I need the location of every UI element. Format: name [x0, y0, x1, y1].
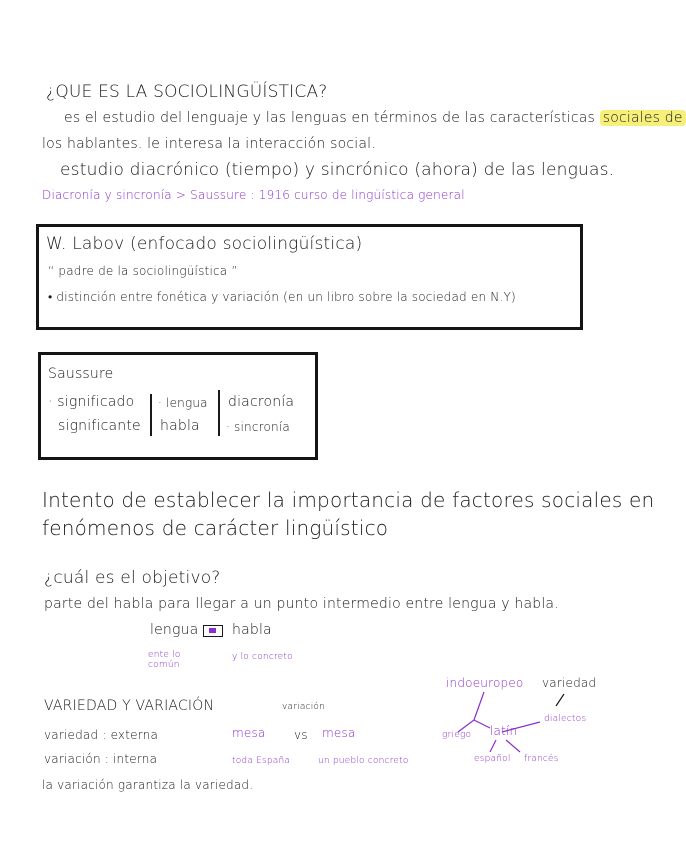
variacion-label: variación: [282, 702, 326, 712]
tree-dialectos: dialectos: [544, 714, 587, 724]
tree-espanol: español: [474, 754, 511, 764]
saussure-col3-row2: · sincronía: [226, 420, 290, 434]
word-mesa-1: mesa: [232, 726, 266, 740]
variacion-interna: variación : interna: [44, 752, 158, 766]
saussure-col2-row1: · lengua: [158, 396, 208, 410]
page-title: ¿QUE ES LA SOCIOLINGÜÍSTICA?: [46, 82, 328, 102]
labov-title: W. Labov (enfocado sociolingüística): [46, 234, 363, 254]
note-comun: ente lo común: [148, 650, 181, 670]
saussure-col2-row2: habla: [160, 418, 200, 434]
tree-frances: francés: [524, 754, 559, 764]
lengua-label: lengua: [150, 622, 199, 638]
intro-line-1-text: es el estudio del lenguaje y las lenguas en términos de las características: [64, 110, 596, 126]
variedad-externa: variedad : externa: [44, 728, 159, 742]
objective-question: ¿cuál es el objetivo?: [44, 568, 221, 588]
labov-distinction: • distinción entre fonética y variación (en un libro sobre la sociedad en N.Y): [48, 290, 516, 304]
tree-latin: latín: [490, 724, 518, 738]
tree-griego: griego: [442, 730, 472, 740]
intro-line-2: los hablantes. le interesa la interacción social.: [42, 136, 376, 152]
vs-label: vs: [294, 728, 308, 742]
saussure-col1-row1: · significado: [48, 394, 135, 410]
habla-label: habla: [232, 622, 272, 638]
note-concreto: y lo concreto: [232, 652, 293, 662]
tree-variedad: variedad: [542, 676, 597, 690]
intent-line-1: Intento de establecer la importancia de factores sociales en: [42, 488, 655, 512]
labov-quote: “ padre de la sociolingüística ”: [48, 264, 238, 278]
tree-root: indoeuropeo: [446, 676, 524, 690]
variety-title: VARIEDAD Y VARIACIÓN: [44, 698, 215, 714]
note-pueblo: un pueblo concreto: [318, 756, 409, 766]
objective-answer: parte del habla para llegar a un punto intermedio entre lengua y habla.: [44, 596, 559, 612]
conclusion: la variación garantiza la variedad.: [42, 778, 254, 792]
highlighted-text: sociales de: [600, 110, 686, 126]
intro-line-3: estudio diacrónico (tiempo) y sincrónico (ahora) de las lenguas.: [60, 160, 615, 180]
note-espana: toda España: [232, 756, 291, 766]
saussure-col1-row2: significante: [58, 418, 141, 434]
saussure-col3-row1: diacronía: [228, 394, 295, 410]
saussure-title: Saussure: [48, 366, 114, 382]
intent-line-2: fenómenos de carácter lingüístico: [42, 516, 389, 540]
saussure-reference: Diacronía y sincronía > Saussure : 1916 curso de lingüística general: [42, 188, 465, 202]
word-mesa-2: mesa: [322, 726, 356, 740]
